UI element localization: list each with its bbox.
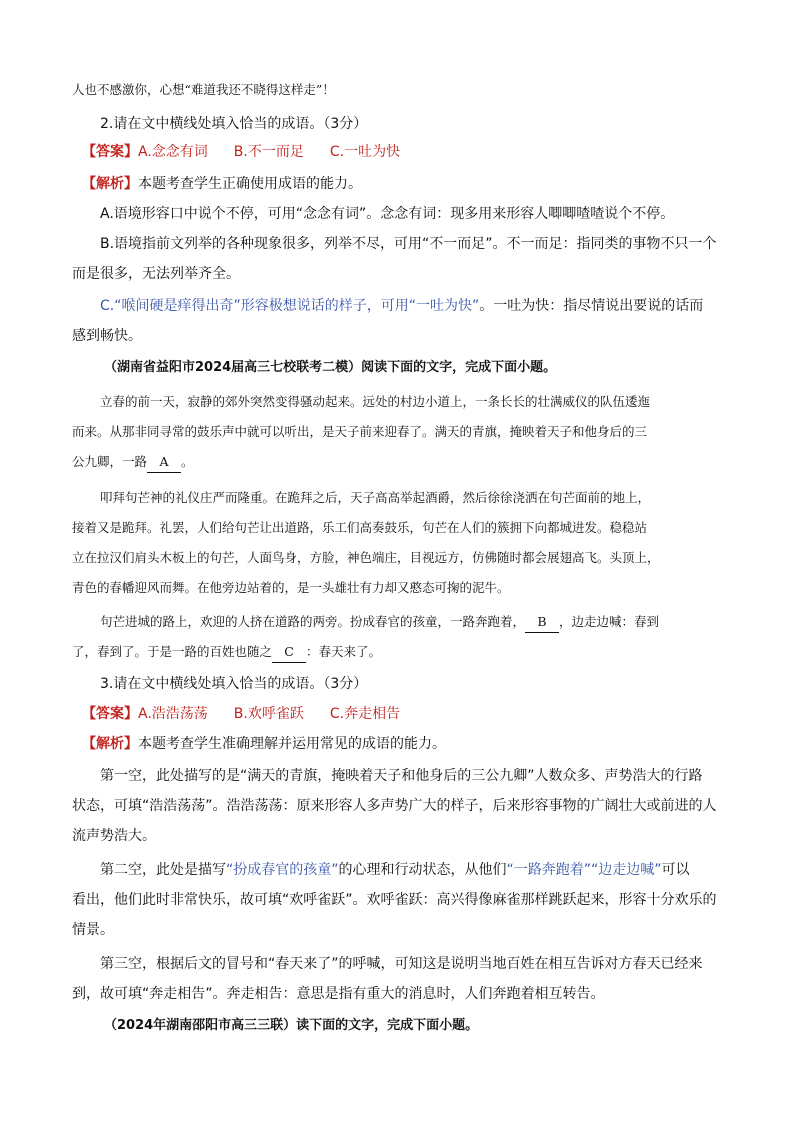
passage-2-p1-l1: 立春的前一天，寂静的郊外突然变得骚动起来。远处的村边小道上，一条长长的壮满威仪的队伍逶迤 [100,394,651,409]
analysis-c-rest: 。一吐为快：指尽情说出要说的话而 [479,298,704,314]
blank-a: A [147,452,181,473]
answer-option-b: B.不一而足 [233,144,304,160]
analysis-tag: 【解析】 [82,736,138,752]
text-fragment: 句芒进城的路上，欢迎的人挤在道路的两旁。扮成春官的孩童，一路奔跑着， [100,614,526,629]
text-fragment: 。 [181,454,194,469]
analysis-row-q3 [82,734,446,754]
analysis-blank3-l2: 到，故可填“奔走相告”。奔走相告：意思是指有重大的消息时，人们奔跑着相互转告。 [72,986,605,1002]
analysis-c-quote: C.“喉间硬是痒得出奇”形容极想说话的样子，可用“一吐为快” [100,298,480,314]
analysis-blank2-l3: 情景。 [72,922,114,938]
text-fragment: 了，春到了。于是一路的百姓也随之 [72,644,273,659]
analysis-blank2-l2: 看出，他们此时非常快乐，故可填“欢呼雀跃”。欢呼雀跃：高兴得像麻雀那样跳跃起来，形容十分欢乐的 [72,892,717,908]
passage-2-p2-l4: 青色的春幡迎风而舞。在他旁边站着的，是一头雄壮有力却又憨态可掬的泥牛。 [72,580,510,595]
passage-3-source: （2024年湖南邵阳市高三三联）读下面的文字，完成下面小题。 [104,1018,479,1033]
analysis-blank1-l2: 状态，可填“浩浩荡荡”。浩浩荡荡：原来形容人多声势广大的样子，后来形容事物的广阔壮大或前进的人 [72,798,717,814]
passage-2-p2-l2: 接着又是跪拜。礼罢，人们给句芒让出道路，乐工们高奏鼓乐，句芒在人们的簇拥下向都城进发。稳稳站 [72,520,648,535]
text-fragment: ，边走边喊：春到 [559,614,660,629]
blank-b: B [525,612,559,633]
analysis-intro: 本题考查学生正确使用成语的能力。 [138,176,362,192]
analysis-c-line2: 感到畅快。 [72,328,142,344]
question-3: 3.请在文中横线处填入恰当的成语。（3分） [100,676,368,692]
passage-2-p2-l1: 叩拜句芒神的礼仪庄严而隆重。在跪拜之后，天子高高举起酒爵，然后徐徐浇洒在句芒面前的地上， [100,490,651,505]
analysis-b-line1: B.语境指前文列举的各种现象很多，列举不尽，可用“不一而足”。不一而足：指同类的事物不只一个 [100,236,717,252]
passage-2-p3-l2 [72,642,381,663]
analysis-blank1-l1: 第一空，此处描写的是“满天的青旗，掩映着天子和他身后的三公九卿”人数众多、声势浩大的行路 [100,768,703,784]
answer-option-c: C.一吐为快 [329,144,401,160]
passage-tail-line: 人也不感激你，心想“难道我还不晓得这样走”！ [72,82,335,97]
question-2: 2.请在文中横线处填入恰当的成语。（3分） [100,116,368,132]
analysis-intro: 本题考查学生准确理解并运用常见的成语的能力。 [138,736,446,752]
analysis-tag: 【解析】 [82,176,138,192]
text-fragment: 可以 [661,862,690,878]
text-fragment: 公九卿，一路 [72,454,148,469]
passage-2-p1-l3 [72,452,194,473]
answer-option-a: A.念念有词 [138,144,208,160]
answer-row-q3 [82,704,400,724]
answer-option-c: C.奔走相告 [329,706,401,722]
text-fragment: 的心理和行动状态，从他们 [338,862,507,878]
answer-tag: 【答案】 [82,144,138,160]
quote-highlight: “扮成春官的孩童” [226,862,339,878]
passage-2-p1-l2: 而来。从那非同寻常的鼓乐声中就可以听出，是天子前来迎春了。满天的青旗，掩映着天子和他身后的三 [72,424,648,439]
analysis-blank3-l1: 第三空，根据后文的冒号和“春天来了”的呼喊，可知这是说明当地百姓在相互告诉对方春天已经来 [100,956,703,972]
answer-option-b: B.欢呼雀跃 [233,706,304,722]
analysis-b-line2: 而是很多，无法列举齐全。 [72,266,240,282]
analysis-a: A.语境形容口中说个不停，可用“念念有词”。念念有词：现多用来形容人唧唧喳喳说个不停。 [100,206,675,222]
text-fragment: ：春天来了。 [306,644,382,659]
analysis-blank2-l1 [100,860,690,880]
answer-tag: 【答案】 [82,706,138,722]
answer-option-a: A.浩浩荡荡 [138,706,208,722]
passage-2-p2-l3: 立在拉汉们肩头木板上的句芒，人面鸟身，方脸，神色端庄，目视远方，仿佛随时都会展翅高飞。头顶上， [72,550,660,565]
blank-c: C [272,642,306,663]
analysis-c-line1 [100,296,703,316]
quote-highlight: “一路奔跑着”“边走边喊” [506,862,662,878]
analysis-blank1-l3: 流声势浩大。 [72,828,156,844]
analysis-row-q2 [82,174,362,194]
text-fragment: 第二空，此处是描写 [100,862,226,878]
passage-2-source: （湖南省益阳市2024届高三七校联考二模）阅读下面的文字，完成下面小题。 [104,360,557,375]
passage-2-p3-l1 [100,612,659,633]
answer-row-q2 [82,142,400,162]
